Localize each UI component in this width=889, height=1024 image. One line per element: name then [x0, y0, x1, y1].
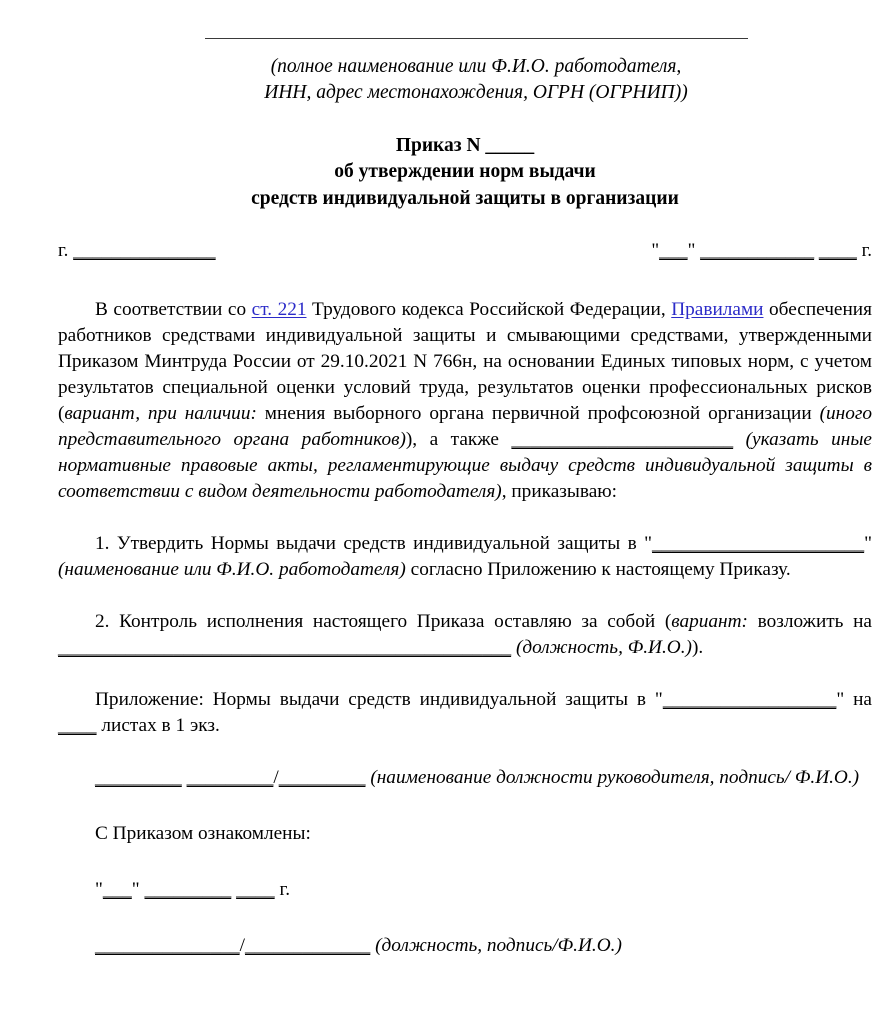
preamble-text-5: ), а также — [405, 429, 512, 451]
spacer-after-clause-2 — [58, 661, 872, 687]
clause-1-text-3: согласно Приложению к настоящему Приказу. — [405, 559, 791, 581]
ack-date-year-blank: ____ — [236, 878, 275, 900]
document-title — [58, 133, 872, 213]
date-year-blank: ____ — [818, 240, 857, 262]
employer-header-caption — [80, 54, 872, 106]
preamble-italic-1: вариант, при наличии: — [64, 403, 257, 425]
clause-2-text-4: ). — [691, 636, 704, 658]
clause-1-text-1: Утвердить Нормы выдачи средств индивидуальной защиты в " — [109, 533, 653, 555]
date-field — [651, 239, 872, 264]
city-field — [58, 239, 216, 264]
spacer-after-attachment — [58, 739, 872, 765]
clause-1-paragraph — [58, 531, 872, 583]
preamble-text-3: обеспечения работников средствами индивидуальной защиты и смывающими средствами, утвержденными Приказом Минтруда России от 29.10.2021 N 766н, на основании Единых типовых норм, с учетом результатов специальной оценки условий труда, результатов оценки профессиональных рисков ( — [58, 299, 872, 425]
head-signature-blank-3: _________ — [278, 766, 366, 788]
city-blank: _______________ — [73, 240, 216, 262]
city-prefix: г. — [58, 240, 74, 262]
preamble-italic-2: (иного представительного органа работников) — [58, 403, 872, 451]
clause-2-paragraph — [58, 609, 872, 661]
preamble-text-7: , приказываю: — [501, 481, 618, 503]
acknowledgement-date-row — [58, 877, 872, 903]
preamble-text-4: мнения выборного органа первичной профсоюзной организации — [256, 403, 820, 425]
preamble-text-2: Трудового кодекса Российской Федерации, — [306, 299, 672, 321]
preamble-paragraph — [58, 297, 872, 505]
ack-signature-slash: / — [239, 934, 245, 956]
attachment-blank-pages: ____ — [58, 714, 97, 736]
head-signature-paragraph — [58, 765, 872, 791]
date-day-blank: ___ — [659, 240, 688, 262]
clause-2-text-2: возложить на — [747, 611, 872, 633]
attachment-text-2: " на — [836, 688, 872, 710]
ack-signature-blank-2: _____________ — [244, 934, 371, 956]
ack-date-month-blank: _________ — [144, 878, 232, 900]
clause-1-text-2: " — [864, 533, 872, 555]
preamble-blank-acts: _______________________ — [511, 429, 734, 451]
spacer-after-ack-date — [58, 903, 872, 933]
head-signature-slash: / — [273, 766, 279, 788]
ack-signature-blank-1: _______________ — [95, 934, 240, 956]
title-line-order-number — [58, 133, 872, 160]
ack-date-suffix: г. — [274, 878, 291, 900]
spacer-after-ack-heading — [58, 847, 872, 877]
ack-signature-caption: (должность, подпись/Ф.И.О.) — [375, 934, 622, 956]
attachment-text-1: Приложение: Нормы выдачи средств индивидуальной защиты в " — [95, 688, 663, 710]
preamble-text-6 — [733, 429, 746, 450]
spacer-after-clause-1 — [58, 583, 872, 609]
spacer-after-place-date — [58, 267, 872, 297]
link-article-221[interactable]: ст. 221 — [251, 299, 307, 321]
clause-2-blank-person: _______________________________________________ — [58, 636, 512, 658]
clause-2-italic-1: вариант: — [671, 611, 748, 633]
date-quote-close: " — [687, 240, 696, 262]
head-signature-blank-1: _________ — [95, 766, 182, 788]
acknowledgement-signature-row — [58, 933, 872, 959]
ack-date-quote-close: " — [131, 878, 140, 900]
clause-1-italic-1: (наименование или Ф.И.О. работодателя) — [58, 559, 406, 581]
date-suffix: г. — [856, 240, 872, 262]
employer-caption-line-2: ИНН, адрес местонахождения, ОГРН (ОГРНИП)) — [264, 81, 688, 103]
preamble-italic-3: (указать иные нормативные правовые акты, регламентирующие выдачу средств индивидуальной защиты в соответствии с видом деятельности работодателя) — [58, 429, 872, 503]
title-order-number-blank: _____ — [485, 134, 535, 156]
attachment-text-3: листах в 1 экз. — [96, 714, 220, 736]
clause-2-italic-2: (должность, Ф.И.О.) — [515, 636, 692, 658]
spacer-after-preamble — [58, 505, 872, 531]
clause-2-number: 2. — [95, 611, 110, 633]
clause-2-text-1: Контроль исполнения настоящего Приказа оставляю за собой ( — [109, 611, 672, 633]
title-line-2: об утверждении норм выдачи — [334, 161, 596, 183]
clause-1-number: 1. — [95, 533, 110, 555]
head-signature-blank-2: _________ — [186, 766, 274, 788]
ack-date-quote-open: " — [95, 878, 103, 900]
ack-date-day-blank: ___ — [102, 878, 132, 900]
place-and-date-row — [58, 239, 872, 267]
title-order-prefix: Приказ N — [395, 134, 486, 156]
title-line-3: средств индивидуальной защиты в организации — [251, 187, 679, 209]
attachment-blank-employer: __________________ — [662, 688, 837, 710]
employer-header-block — [58, 0, 872, 47]
acknowledgement-heading: С Приказом ознакомлены: — [95, 822, 311, 844]
employer-name-rule — [205, 38, 748, 39]
date-month-blank: ____________ — [700, 240, 815, 262]
preamble-text-1: В соответствии со — [95, 299, 252, 321]
attachment-paragraph — [58, 687, 872, 739]
employer-caption-line-1: (полное наименование или Ф.И.О. работодателя, — [270, 55, 682, 77]
date-quote-open: " — [651, 240, 660, 262]
clause-1-blank-employer: ______________________ — [652, 533, 865, 555]
spacer-after-head-signature — [58, 791, 872, 821]
head-signature-caption: (наименование должности руководителя, подпись/ Ф.И.О.) — [370, 766, 860, 788]
link-pravilami[interactable]: Правилами — [671, 299, 764, 321]
